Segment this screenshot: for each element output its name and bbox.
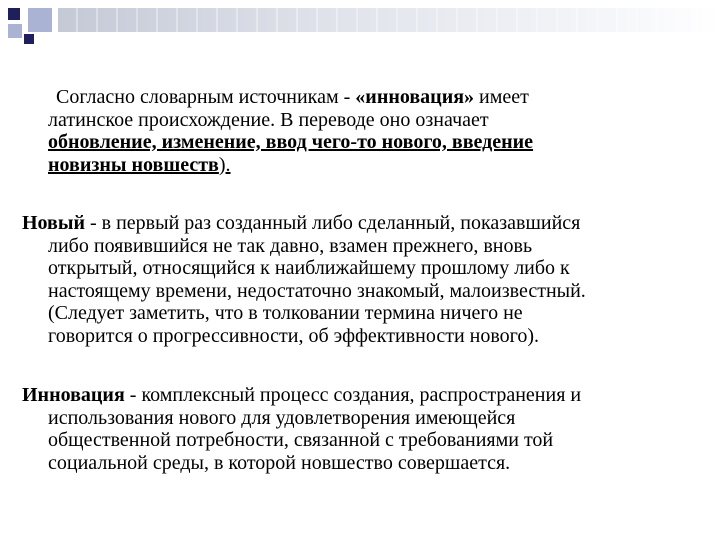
- term-innovation: Инновация: [22, 384, 125, 406]
- definition-new: [22, 212, 700, 347]
- text-line: общественной потребности, связанной с требованиями той: [48, 429, 554, 451]
- text-line: настоящему времени, недостаточно знакомый, малоизвестный.: [48, 279, 586, 302]
- corner-square-dark: [8, 8, 20, 20]
- definition-innovation: [22, 384, 700, 474]
- header-band: [58, 8, 720, 32]
- text-line: Согласно словарным источникам -: [56, 86, 356, 108]
- term-new: Новый: [22, 212, 85, 234]
- translation-underlined: новизны новшеств: [48, 153, 219, 176]
- corner-square-light-small: [8, 24, 22, 38]
- text-line: говорится о прогрессивности, об эффективности нового).: [48, 324, 540, 347]
- corner-square-light: [28, 8, 52, 32]
- text-line: - в первый раз созданный либо сделанный, показавшийся: [85, 212, 581, 234]
- text-line: открытый, относящийся к наиближайшему прошлому либо к: [48, 257, 570, 279]
- text-line: имеет: [474, 86, 529, 108]
- text-line: либо появившийся не так давно, взамен прежнего, вновь: [48, 234, 533, 257]
- text-line: ).: [218, 153, 231, 176]
- term-innovation-quoted: «инновация»: [355, 86, 475, 108]
- translation-underlined: обновление, изменение, ввод чего-то нового, введение: [48, 131, 534, 153]
- text-line: латинское происхождение. В переводе оно означает: [48, 108, 489, 131]
- text-line: социальной среды, в которой новшество совершается.: [48, 451, 511, 474]
- text-line: использования нового для удовлетворения имеющейся: [48, 406, 516, 429]
- definition-etymology: [48, 86, 678, 176]
- corner-square-dark-small: [24, 34, 34, 44]
- text-line: (Следует заметить, что в толковании термина ничего не: [48, 302, 523, 324]
- text-line: - комплексный процесс создания, распространения и: [124, 384, 582, 406]
